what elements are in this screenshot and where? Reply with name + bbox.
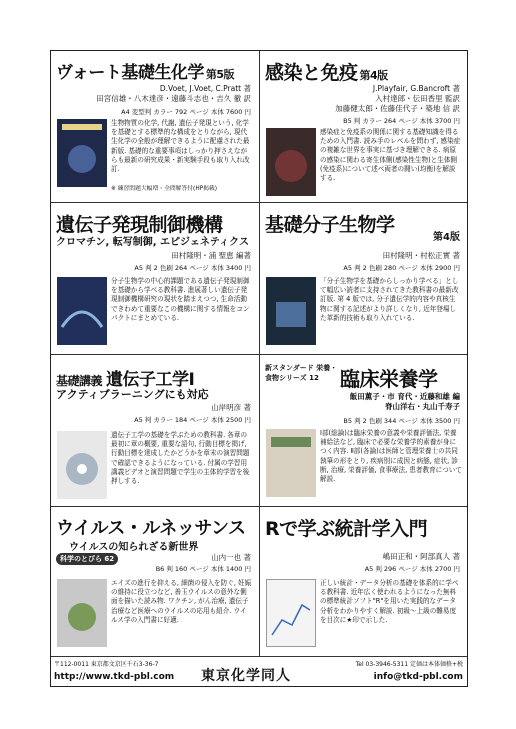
book-spec: B5 判 2 色刷 344 ページ 本体 3500 円 <box>343 417 460 425</box>
book-description: 感染症と免疫系の関係に関する基礎知識を得るための入門書. 読み手のレベルを問わず, 感染症の複雑な世界を事実に基づき理解できる. 病原の感染に関わる寄生体側(感染性生物)と生体側(免疫系)について述べ両者の闘い(均衡)を解説する. <box>320 128 461 183</box>
book-cover <box>57 277 107 345</box>
book-title: 感染と免疫 第4版 <box>265 62 388 84</box>
book-authors: 飯田薫子・市 育代・近藤和雄 編 脊山洋右・丸山千寿子 <box>349 392 460 411</box>
publisher-name: 東京化学同人 <box>201 668 291 684</box>
book-cover <box>266 429 316 497</box>
catalog-page <box>50 50 468 687</box>
book-card-molecular-biology[interactable] <box>260 203 468 354</box>
book-spec: B6 判 160 ページ 本体 1400 円 <box>155 565 251 573</box>
book-subtitle: アクティブラーニングにも対応 <box>56 388 209 401</box>
book-description: Ⅰ部(総論)は臨床栄養の意義や栄養評価法, 栄養補給法など, 臨床で必要な栄養学的素養が身につく内容. Ⅱ部(各論)は医師と管理栄養士の共同執筆の形をとり, 疾病別に成因と病態, 症状, 診断, 治療, 栄養評価, 食事療法, 患者教育について解説. <box>320 429 462 484</box>
book-description: 生物物質の化学, 代謝, 遺伝子発現という, 化学を基礎とする標準的な構成をとりながら, 現代生化学の全般が理解できるように配慮された最新版. 基礎的な重要事項はしっかり押さえながらも最新の研究成果・新実験手段も取り入れ改訂. <box>111 119 250 174</box>
series-prefix: 基礎講義 <box>56 374 103 388</box>
book-card-virus[interactable] <box>51 507 259 658</box>
book-series: 新スタンダード 栄養・食物シリーズ 12 <box>265 364 338 382</box>
book-card-gene-engineering[interactable] <box>51 355 259 506</box>
book-title: 遺伝子発現制御機構 <box>56 214 223 236</box>
book-cover <box>57 579 107 647</box>
book-edition: 第5版 <box>205 68 234 81</box>
column-divider <box>259 51 260 656</box>
book-description: エイズの進行を抑える, 細菌の侵入を防ぐ, 妊娠の維持に役立つなど, 善玉ウイルスの意外な側面を描いた読み物. ワクチン, がん治療, 遺伝子治療など医療へのウイルスの応用も紹介. ウイルス学の入門書に好適. <box>111 579 252 624</box>
book-authors: J.Playfair, G.Bancroft 著 入村達郎・伝田香里 監訳 加藤健太郎・佐藤佳代子・築地 信 訳 <box>335 84 460 113</box>
series-badge: 科学のとびら 62 <box>56 553 118 565</box>
book-subtitle: クロマチン, 転写制御, エピジェネティクス <box>56 237 249 248</box>
book-spec: A5 判 2 色刷 280 ページ 本体 2900 円 <box>343 264 460 272</box>
book-card-gene-regulation[interactable] <box>51 203 259 354</box>
book-grid <box>51 51 467 656</box>
book-cover <box>266 128 316 196</box>
book-note: ※ 練習問題大幅増・全問解答付(HP掲載) <box>111 186 218 192</box>
book-title: Rで学ぶ統計学入門 <box>265 518 428 540</box>
book-edition: 第4版 <box>433 232 460 243</box>
book-cover <box>266 277 316 345</box>
book-authors: 田村隆明・浦 聖恵 編著 <box>171 251 251 260</box>
book-cover <box>57 119 107 187</box>
book-spec: A5 判 296 ページ 本体 2700 円 <box>364 565 460 573</box>
book-card-infection[interactable] <box>260 51 468 202</box>
publisher-footer <box>51 656 467 687</box>
book-authors: 山岸明彦 著 <box>211 403 251 412</box>
book-spec: A4 変型判 カラー 792 ページ 本体 7600 円 <box>121 108 251 116</box>
book-spec: A5 判 カラー 184 ページ 本体 2500 円 <box>134 416 251 424</box>
book-spec: B5 判 カラー 264 ページ 本体 3700 円 <box>343 117 460 125</box>
publisher-address: 〒112-0011 東京都文京区千石3-36-7 <box>54 661 159 668</box>
book-card-voet[interactable] <box>51 51 259 202</box>
book-authors: 田村隆明・村松正實 著 <box>382 251 460 260</box>
book-title: ウイルス・ルネッサンス <box>56 518 246 539</box>
book-subtitle: ウイルスの知られざる新世界 <box>69 542 199 553</box>
book-authors: 山内一也 著 <box>211 553 251 562</box>
book-title: 基礎講義 遺伝子工学Ⅰ <box>56 370 195 390</box>
book-spec: A5 判 2 色刷 264 ページ 本体 3400 円 <box>134 264 251 272</box>
book-description: 分子生物学の中心的課題である遺伝子発現制御を基礎から学べる教科書. 進展著しい遺伝子発現制御機構研究の現状を踏まえつつ, 生命活動できわめて重要なこの機構に関する情報をコンパクトにまとめている. <box>111 277 250 322</box>
book-title: ヴォート基礎生化学 第5版 <box>56 63 234 83</box>
book-title: 臨床栄養学 <box>340 367 438 391</box>
publisher-email-link[interactable]: info@tkd-pbl.com <box>373 672 463 682</box>
book-description: 正しい統計・データ分析の基礎を体系的に学べる教科書. 近年広く使われるようになった無料の標準統計ソフト"R"を用いた実践的なデータ分析をわかりやすく解説. 初級～上級の難易度を目次に★印で示した. <box>320 579 459 624</box>
publisher-tel: Tel 03-3946-5311 定価は本体価格+税 <box>355 661 463 668</box>
book-cover <box>266 579 316 647</box>
book-cover <box>57 431 107 499</box>
book-card-clinical-nutrition[interactable] <box>260 355 468 506</box>
book-authors: 嶋田正和・阿部真人 著 <box>382 552 460 561</box>
book-title: 基礎分子生物学 <box>265 214 395 236</box>
publisher-url-link[interactable]: http://www.tkd-pbl.com <box>54 672 175 682</box>
book-edition: 第4版 <box>359 69 388 82</box>
book-description: 「分子生物学を基礎からしっかり学べる」として幅広い読者に支持されてきた教科書の最新改訂版. 第 4 版では, 分子遺伝学的内容や真核生物に関する記述がより詳しくなり, 近年登場した革新的技術も取り入れている. <box>320 277 459 322</box>
book-card-r-statistics[interactable] <box>260 507 468 658</box>
book-authors: D.Voet, J.Voet, C.Pratt 著 田宮信雄・八木達彦・遠藤斗志也・吉久 徹 訳 <box>96 84 251 103</box>
book-description: 遺伝子工学の基礎を学ぶための教科書. 各章の最初に章の概要, 重要な語句, 行動目標を掲げ, 行動目標を達成したかどうかを章末の演習問題で確認できるようになっている. 付属の学習用講義ビデオと演習問題で学生の主体的学習を後押しする. <box>111 431 250 486</box>
